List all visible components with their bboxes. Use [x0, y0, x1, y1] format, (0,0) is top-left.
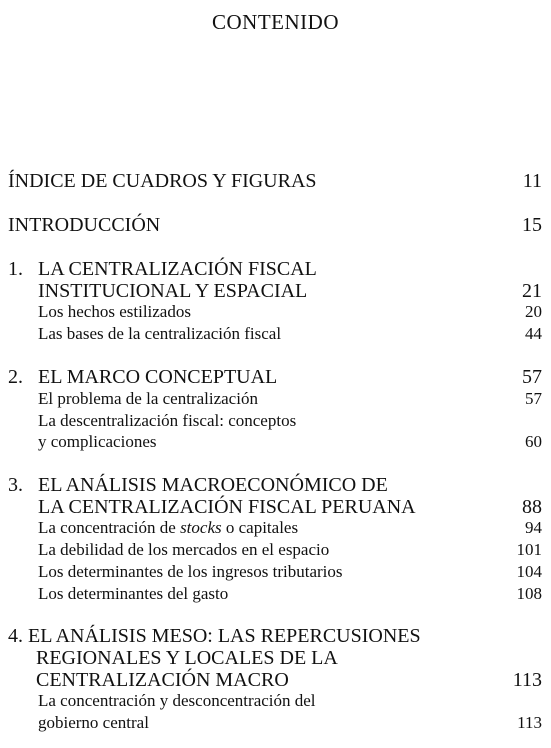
chapter-heading-line: EL MARCO CONCEPTUAL 57: [38, 366, 542, 388]
chapter-number: 3.: [8, 474, 23, 496]
toc-subentry: El problema de la centralización 57: [38, 389, 542, 408]
chapter-number: 1.: [8, 258, 23, 280]
toc-subentry: Los determinantes de los ingresos tributarios 104: [38, 562, 542, 581]
chapter-heading-line: LA CENTRALIZACIÓN FISCAL PERUANA 88: [38, 496, 542, 518]
toc-title: CONTENIDO: [212, 10, 339, 34]
toc-entry-page: 21: [522, 280, 542, 302]
toc-subentry: La concentración y desconcentración del: [38, 691, 316, 710]
toc-subentry: La debilidad de los mercados en el espacio 101: [38, 540, 542, 559]
toc-subentry-continuation: gobierno central 113: [38, 713, 542, 732]
toc-subentry: Las bases de la centralización fiscal 44: [38, 324, 542, 343]
toc-entry-page: 57: [522, 366, 542, 388]
toc-entry-introduccion: [0, 214, 551, 238]
chapter-heading-line: CENTRALIZACIÓN MACRO 113: [36, 669, 542, 691]
toc-entry-page: 113: [512, 669, 542, 691]
toc-entry-label: INTRODUCCIÓN: [8, 214, 161, 236]
toc-entry-page: 11: [522, 170, 542, 192]
toc-entry-indice: [0, 170, 551, 194]
toc-subentry: Los hechos estilizados 20: [38, 302, 542, 321]
toc-subentry-continuation: y complicaciones 60: [38, 432, 542, 451]
chapter-number: 2.: [8, 366, 23, 388]
chapter-heading-line: REGIONALES Y LOCALES DE LA: [36, 647, 338, 669]
emphasis-text: stocks: [180, 518, 222, 537]
toc-entry-page: 88: [522, 496, 542, 518]
chapter-heading-line: EL ANÁLISIS MACROECONÓMICO DE: [38, 474, 388, 496]
chapter-heading-line: LA CENTRALIZACIÓN FISCAL: [38, 258, 317, 280]
toc-subentry: La descentralización fiscal: conceptos: [38, 411, 297, 430]
toc-entry-page: 15: [522, 214, 542, 236]
toc-subentry: La concentración de stocks o capitales 94: [38, 518, 542, 537]
chapter-heading-line: INSTITUCIONAL Y ESPACIAL 21: [38, 280, 542, 302]
toc-entry-label: ÍNDICE DE CUADROS Y FIGURAS: [8, 170, 317, 192]
chapter-heading-line: 4. EL ANÁLISIS MESO: LAS REPERCUSIONES: [8, 625, 421, 647]
toc-subentry: Los determinantes del gasto 108: [38, 584, 542, 603]
